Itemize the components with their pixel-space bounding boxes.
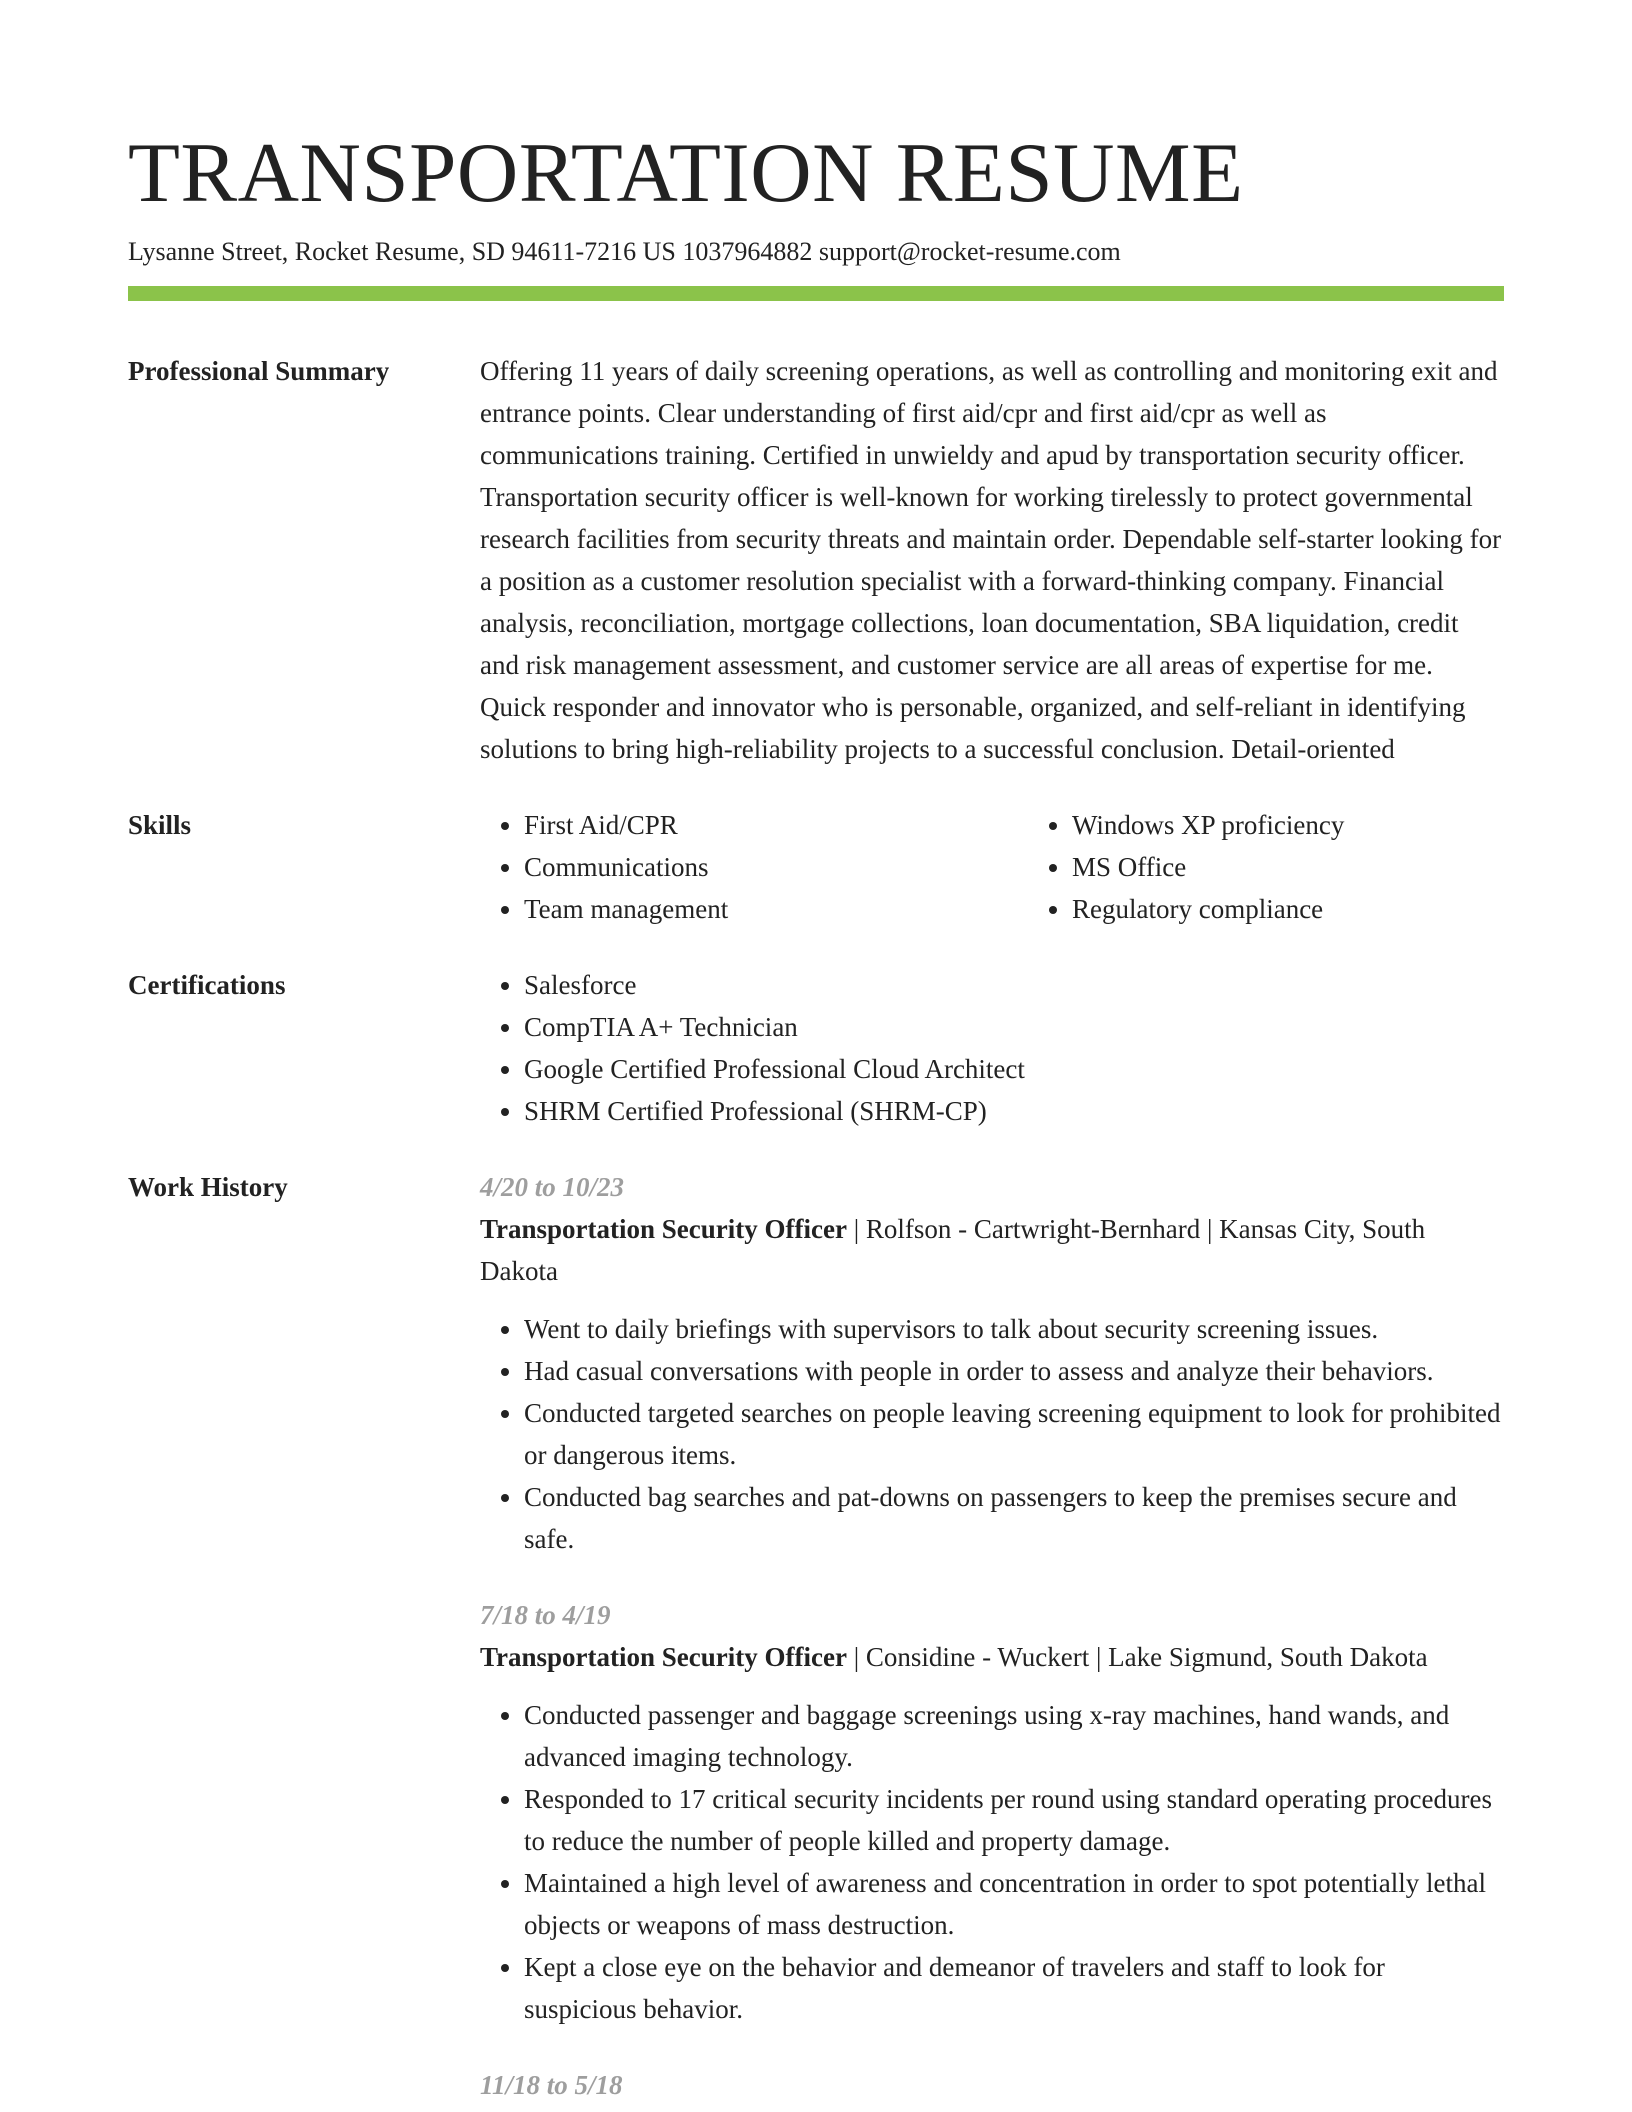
resume-body	[128, 350, 1504, 2112]
resume-title: TRANSPORTATION RESUME	[128, 126, 1244, 220]
certifications-list	[480, 964, 1504, 1132]
certifications-section	[128, 964, 1504, 1132]
job-bullet: • Responded to 17 critical security incidents per round using standard operating procedures to reduce the number of people killed and property damage.	[524, 1778, 1504, 1862]
job-employer-location: | Considine - Wuckert | Lake Sigmund, South Dakota	[846, 1642, 1428, 1672]
skills-section	[128, 804, 1504, 930]
certification-item: • CompTIA A+ Technician	[524, 1006, 1504, 1048]
job-bullet: • Conducted passenger and baggage screenings using x-ray machines, hand wands, and advanced imaging technology.	[524, 1694, 1504, 1778]
job-heading	[480, 1208, 1504, 1292]
job-bullet: • Maintained a high level of awareness and concentration in order to spot potentially lethal objects or weapons of mass destruction.	[524, 1862, 1504, 1946]
skill-item: • Team management	[524, 888, 1028, 930]
skill-item: • First Aid/CPR	[524, 804, 1028, 846]
certification-item: • SHRM Certified Professional (SHRM-CP)	[524, 1090, 1504, 1132]
job-entry	[480, 2064, 1504, 2106]
section-title-work-history: Work History	[128, 1172, 288, 1202]
job-dates: 7/18 to 4/19	[480, 1600, 611, 1630]
section-title-skills: Skills	[128, 810, 192, 840]
contact-line: Lysanne Street, Rocket Resume, SD 94611-7216 US 1037964882 support@rocket-resume.com	[128, 237, 1121, 266]
job-bullet: • Had casual conversations with people in order to assess and analyze their behaviors.	[524, 1350, 1504, 1392]
job-bullet: • Conducted bag searches and pat-downs on passengers to keep the premises secure and safe.	[524, 1476, 1504, 1560]
job-employer-location: | Rolfson - Cartwright-Bernhard | Kansas City, South Dakota	[480, 1214, 1426, 1286]
resume-header	[128, 118, 1504, 270]
job-bullet: • Conducted targeted searches on people leaving screening equipment to look for prohibited or dangerous items.	[524, 1392, 1504, 1476]
summary-text: Offering 11 years of daily screening operations, as well as controlling and monitoring exit and entrance points. Clear understanding of first aid/cpr and first aid/cpr as well as communications training. Certified in unwieldy and apud by transportation security officer. Transportation security officer is well-known for working tirelessly to protect governmental research facilities from security threats and maintain order. Dependable self-starter looking for a position as a customer resolution specialist with a forward-thinking company. Financial analysis, reconciliation, mortgage collections, loan documentation, SBA liquidation, credit and risk management assessment, and customer service are all areas of expertise for me. Quick responder and innovator who is personable, organized, and self-reliant in identifying solutions to bring high-reliability projects to a successful conclusion. Detail-oriented	[480, 356, 1502, 764]
certification-item: • Salesforce	[524, 964, 1504, 1006]
accent-divider	[128, 286, 1504, 301]
job-title: Transportation Security Officer	[480, 1642, 847, 1672]
certification-item: • Google Certified Professional Cloud Architect	[524, 1048, 1504, 1090]
skill-item: • MS Office	[1072, 846, 1576, 888]
job-bullet: • Kept a close eye on the behavior and demeanor of travelers and staff to look for suspicious behavior.	[524, 1946, 1504, 2030]
job-entry	[480, 1166, 1504, 1560]
job-dates: 11/18 to 5/18	[480, 2070, 623, 2100]
work-history-section	[128, 1166, 1504, 2112]
professional-summary-section	[128, 350, 1504, 770]
job-bullet: • Went to daily briefings with supervisors to talk about security screening issues.	[524, 1308, 1504, 1350]
skill-item: • Regulatory compliance	[1072, 888, 1576, 930]
skill-item: • Windows XP proficiency	[1072, 804, 1576, 846]
job-entry	[480, 1594, 1504, 2030]
job-dates: 4/20 to 10/23	[480, 1172, 625, 1202]
section-title-summary: Professional Summary	[128, 356, 390, 386]
job-bullets	[480, 1694, 1504, 2030]
section-title-certifications: Certifications	[128, 970, 286, 1000]
job-heading	[480, 1636, 1504, 1678]
skill-item: • Communications	[524, 846, 1028, 888]
skills-list-right	[1028, 804, 1576, 930]
job-title: Transportation Security Officer	[480, 1214, 847, 1244]
job-bullets	[480, 1308, 1504, 1560]
skills-list-left	[480, 804, 1028, 930]
